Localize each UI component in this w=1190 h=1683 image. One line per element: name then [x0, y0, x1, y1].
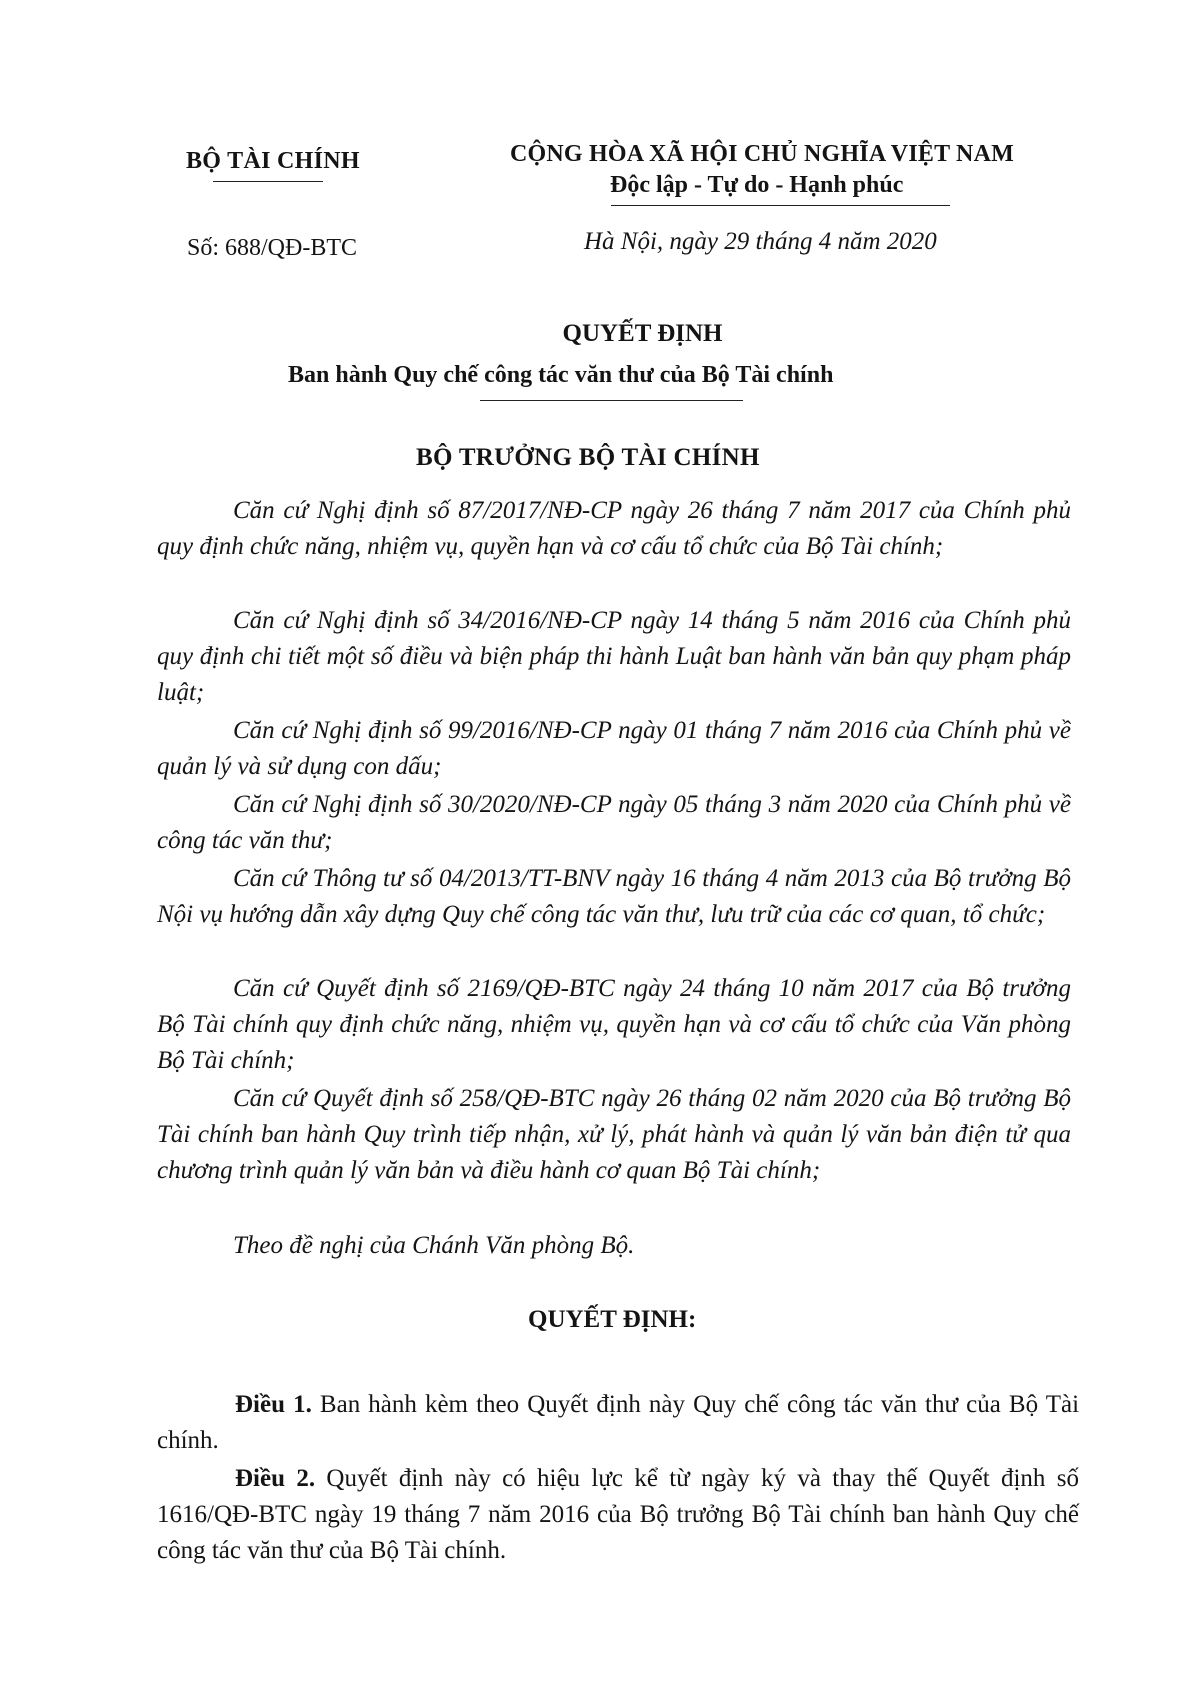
decision-heading: QUYẾT ĐỊNH: — [528, 1306, 697, 1333]
article-1-label: Điều 1. — [235, 1391, 312, 1418]
ministry-underline — [213, 181, 323, 182]
document-type-text: QUYẾT ĐỊNH — [562, 320, 723, 347]
legal-ground-7: Căn cứ Quyết định số 258/QĐ-BTC ngày 26 tháng 02 năm 2020 của Bộ trưởng Bộ Tài chính ban hành Quy trình tiếp nhận, xử lý, phát hành và quản lý văn bản điện tử qua chương trình quản lý văn bản và điều hành cơ quan Bộ Tài chính; — [157, 1085, 1071, 1184]
national-title: CỘNG HÒA XÃ HỘI CHỦ NGHĨA VIỆT NAM — [510, 141, 1014, 167]
issuing-ministry: BỘ TÀI CHÍNH — [186, 148, 360, 174]
document-type — [0, 320, 1190, 348]
document-number: Số: 688/QĐ-BTC — [187, 235, 358, 261]
document-subject: Ban hành Quy chế công tác văn thư của Bộ Tài chính — [288, 362, 834, 388]
article-2-label: Điều 2. — [235, 1465, 316, 1492]
legal-ground-1: Căn cứ Nghị định số 87/2017/NĐ-CP ngày 26 tháng 7 năm 2017 của Chính phủ quy định chức năng, nhiệm vụ, quyền hạn và cơ cấu tổ chức của Bộ Tài chính; — [157, 497, 1071, 560]
motto-underline — [611, 205, 950, 206]
national-motto: Độc lập - Tự do - Hạnh phúc — [610, 172, 904, 198]
legal-ground-2: Căn cứ Nghị định số 34/2016/NĐ-CP ngày 14 tháng 5 năm 2016 của Chính phủ quy định chi tiết một số điều và biện pháp thi hành Luật ban hành văn bản quy phạm pháp luật; — [157, 607, 1071, 706]
legal-ground-4: Căn cứ Nghị định số 30/2020/NĐ-CP ngày 05 tháng 3 năm 2020 của Chính phủ về công tác văn thư; — [157, 791, 1071, 854]
issuer-heading: BỘ TRƯỞNG BỘ TÀI CHÍNH — [416, 444, 760, 471]
legal-ground-8: Theo đề nghị của Chánh Văn phòng Bộ. — [233, 1232, 635, 1259]
scan-speck — [495, 1600, 535, 1622]
article-1-text: Ban hành kèm theo Quyết định này Quy chế công tác văn thư của Bộ Tài chính. — [157, 1391, 1080, 1454]
legal-ground-6: Căn cứ Quyết định số 2169/QĐ-BTC ngày 24 tháng 10 năm 2017 của Bộ trưởng Bộ Tài chính quy định chức năng, nhiệm vụ, quyền hạn và cơ cấu tổ chức của Văn phòng Bộ Tài chính; — [157, 975, 1071, 1074]
article-2-text: Quyết định này có hiệu lực kể từ ngày ký và thay thế Quyết định số 1616/QĐ-BTC ngày 19 tháng 7 năm 2016 của Bộ trưởng Bộ Tài chính ban hành Quy chế công tác văn thư của Bộ Tài chính. — [157, 1465, 1079, 1564]
legal-ground-3: Căn cứ Nghị định số 99/2016/NĐ-CP ngày 01 tháng 7 năm 2016 của Chính phủ về quản lý và sử dụng con dấu; — [157, 717, 1071, 780]
article-1 — [157, 1387, 1079, 1459]
place-and-date: Hà Nội, ngày 29 tháng 4 năm 2020 — [584, 228, 937, 255]
legal-ground-5: Căn cứ Thông tư số 04/2013/TT-BNV ngày 16 tháng 4 năm 2013 của Bộ trưởng Bộ Nội vụ hướng dẫn xây dựng Quy chế công tác văn thư, lưu trữ của các cơ quan, tổ chức; — [157, 865, 1071, 928]
subject-underline — [480, 400, 743, 401]
article-2 — [157, 1461, 1079, 1569]
